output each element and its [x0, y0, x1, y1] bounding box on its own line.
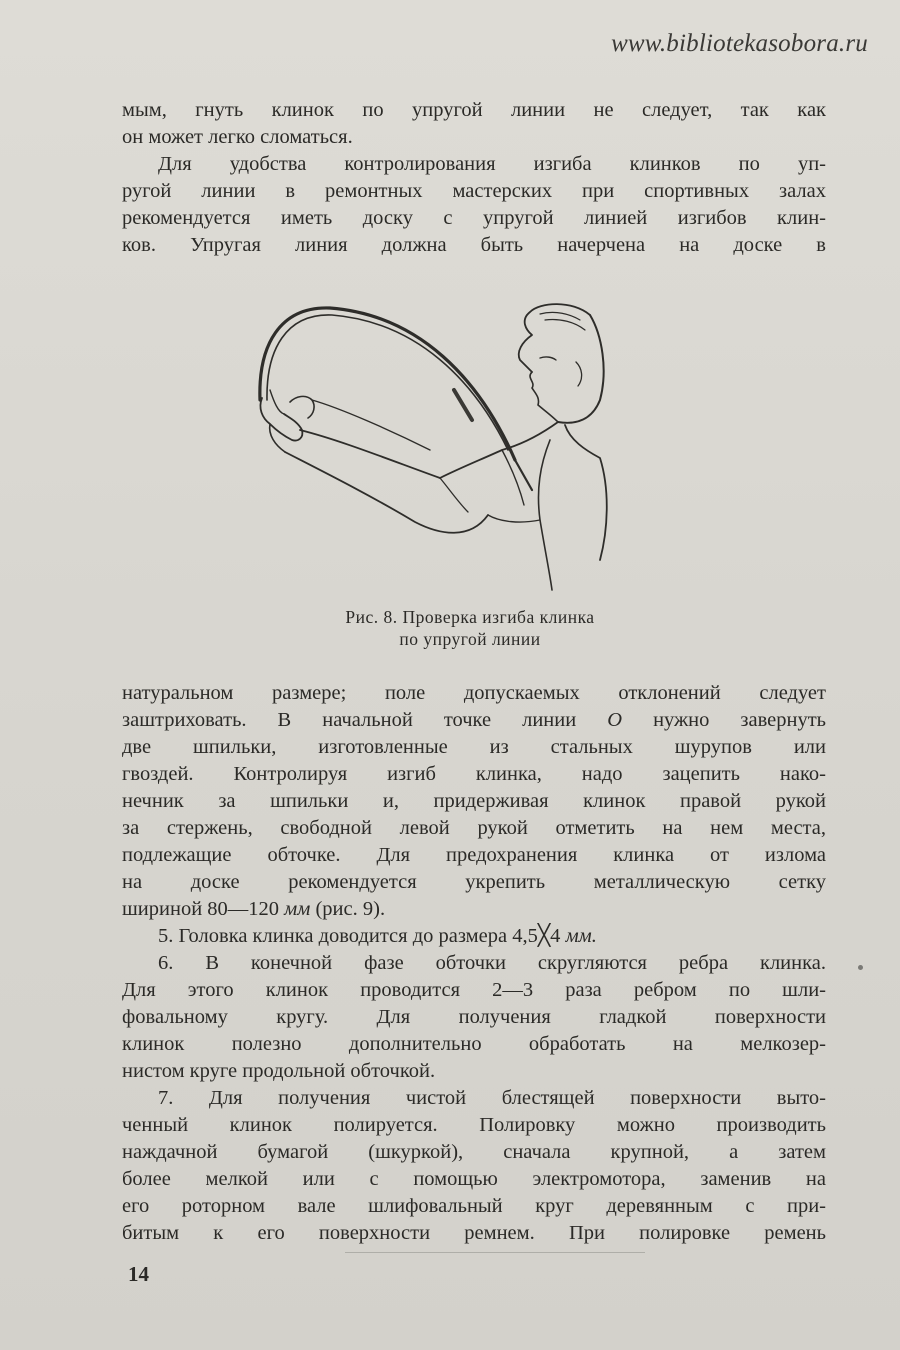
page-number: 14 — [128, 1262, 149, 1286]
text-line: фовальному кругу. Для получения гладкой поверхности — [122, 1006, 826, 1028]
text-line: натуральном размере; поле допускаемых отклонений следует — [122, 682, 826, 704]
text-block-top — [122, 97, 826, 259]
paragraph-start: 6. В конечной фазе обточки скругляются ребра клинка. — [158, 952, 826, 974]
text-line: две шпильки, изготовленные из стальных шурупов или — [122, 736, 826, 758]
watermark-url: www.bibliotekasobora.ru — [611, 30, 868, 57]
text-line: шириной 80—120 мм (рис. 9). — [122, 898, 386, 920]
text-line: ругой линии в ремонтных мастерских при спортивных залах — [122, 180, 826, 202]
text-line: наждачной бумагой (шкуркой), сначала крупной, а затем — [122, 1141, 826, 1163]
text-line: гвоздей. Контролируя изгиб клинка, надо зацепить нако- — [122, 763, 826, 785]
text-line: ков. Упругая линия должна быть начерчена на доске в — [122, 234, 826, 256]
text-line: битым к его поверхности ремнем. При полировке ремень — [122, 1222, 826, 1244]
text-line: Для этого клинок проводится 2—3 раза ребром по шли- — [122, 979, 826, 1001]
text-line: нистом круге продольной обточкой. — [122, 1060, 436, 1082]
text-line: мым, гнуть клинок по упругой линии не следует, так как — [122, 99, 826, 121]
figure-caption — [270, 606, 670, 650]
text-block-bottom — [122, 680, 826, 1247]
text-line: подлежащие обточке. Для предохранения клинка от излома — [122, 844, 826, 866]
ink-spot — [858, 965, 863, 970]
caption-line: по упругой линии — [399, 629, 541, 649]
divider — [345, 1252, 645, 1253]
text-line: заштриховать. В начальной точке линии O нужно завернуть — [122, 709, 827, 731]
paragraph-start: Для удобства контролирования изгиба клинков по уп- — [158, 153, 826, 175]
caption-line: Рис. 8. Проверка изгиба клинка — [345, 607, 595, 627]
text-line: на доске рекомендуется укрепить металлическую сетку — [122, 871, 826, 893]
text-line: более мелкой или с помощью электромотора, заменив на — [122, 1168, 826, 1190]
text-line: его роторном вале шлифовальный круг деревянным с при- — [122, 1195, 826, 1217]
text-line: клинок полезно дополнительно обработать на мелкозер- — [122, 1033, 826, 1055]
text-line: за стержень, свободной левой рукой отметить на нем места, — [122, 817, 826, 839]
paragraph-start: 5. Головка клинка доводится до размера 4,5╳4 мм. — [158, 925, 597, 947]
text-line: нечник за шпильки и, придерживая клинок правой рукой — [122, 790, 826, 812]
figure-blade-bending-illustration — [240, 290, 620, 605]
text-line: он может легко сломаться. — [122, 126, 353, 148]
text-line: ченный клинок полируется. Полировку можно производить — [122, 1114, 826, 1136]
paragraph-start: 7. Для получения чистой блестящей поверхности выто- — [158, 1087, 826, 1109]
text-line: рекомендуется иметь доску с упругой линией изгибов клин- — [122, 207, 826, 229]
